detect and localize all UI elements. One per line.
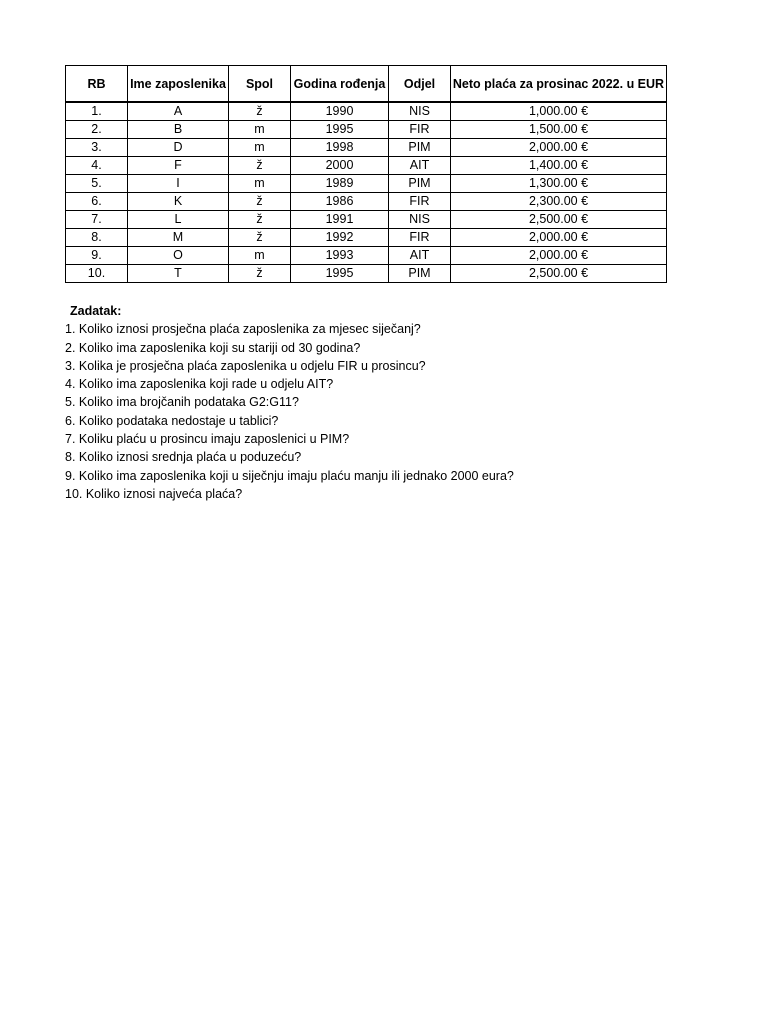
cell-odjel: NIS [389,102,451,121]
table-row [66,157,667,175]
cell-neto: 2,500.00 € [451,265,667,283]
cell-godina: 1998 [291,139,389,157]
task-list [65,320,514,503]
cell-neto: 2,300.00 € [451,193,667,211]
cell-godina: 2000 [291,157,389,175]
table-row [66,193,667,211]
cell-ime: L [128,211,229,229]
task-item: 2. Koliko ima zaposlenika koji su stariji od 30 godina? [65,340,361,355]
header-spol: Spol [229,66,291,103]
header-neto-placa: Neto plaća za prosinac 2022. u EUR [451,66,667,103]
cell-rb: 10. [66,265,128,283]
table-row [66,247,667,265]
cell-godina: 1992 [291,229,389,247]
cell-odjel: NIS [389,211,451,229]
table-row [66,265,667,283]
cell-godina: 1991 [291,211,389,229]
cell-ime: O [128,247,229,265]
task-title: Zadatak: [70,304,122,318]
cell-rb: 1. [66,102,128,121]
cell-ime: I [128,175,229,193]
cell-godina: 1986 [291,193,389,211]
cell-rb: 4. [66,157,128,175]
cell-spol: m [229,247,291,265]
table-row [66,211,667,229]
cell-odjel: AIT [389,157,451,175]
table-row [66,175,667,193]
employee-table [65,65,667,283]
cell-godina: 1990 [291,102,389,121]
cell-ime: K [128,193,229,211]
cell-ime: D [128,139,229,157]
table-row [66,229,667,247]
cell-spol: m [229,175,291,193]
table-body [66,102,667,283]
cell-spol: ž [229,265,291,283]
task-item: 4. Koliko ima zaposlenika koji rade u odjelu AIT? [65,377,334,392]
cell-rb: 5. [66,175,128,193]
table-row [66,121,667,139]
cell-rb: 3. [66,139,128,157]
cell-ime: B [128,121,229,139]
cell-rb: 9. [66,247,128,265]
header-godina-rodenja: Godina rođenja [291,66,389,103]
cell-odjel: FIR [389,229,451,247]
cell-neto: 2,000.00 € [451,229,667,247]
cell-ime: F [128,157,229,175]
task-item: 6. Koliko podataka nedostaje u tablici? [65,413,279,428]
cell-spol: ž [229,102,291,121]
cell-godina: 1995 [291,265,389,283]
task-item: 10. Koliko iznosi najveća plaća? [65,486,243,501]
cell-godina: 1989 [291,175,389,193]
cell-odjel: PIM [389,265,451,283]
task-item: 5. Koliko ima brojčanih podataka G2:G11? [65,395,299,410]
header-rb: RB [66,66,128,103]
cell-spol: m [229,121,291,139]
cell-spol: ž [229,229,291,247]
task-item: 8. Koliko iznosi srednja plaća u poduzeću? [65,450,302,465]
task-item: 7. Koliku plaću u prosincu imaju zaposlenici u PIM? [65,432,350,447]
cell-spol: m [229,139,291,157]
cell-ime: A [128,102,229,121]
table-header [66,66,667,103]
header-ime-zaposlenika: Ime zaposlenika [128,66,229,103]
cell-spol: ž [229,211,291,229]
cell-odjel: PIM [389,175,451,193]
task-item: 9. Koliko ima zaposlenika koji u siječnju imaju plaću manju ili jednako 2000 eura? [65,468,514,483]
header-row [66,66,667,103]
cell-odjel: PIM [389,139,451,157]
cell-spol: ž [229,193,291,211]
cell-neto: 2,500.00 € [451,211,667,229]
cell-odjel: FIR [389,193,451,211]
cell-neto: 1,500.00 € [451,121,667,139]
cell-rb: 7. [66,211,128,229]
cell-rb: 8. [66,229,128,247]
task-item: 1. Koliko iznosi prosječna plaća zaposlenika za mjesec siječanj? [65,322,421,337]
table-row [66,139,667,157]
cell-godina: 1993 [291,247,389,265]
header-odjel: Odjel [389,66,451,103]
cell-neto: 1,000.00 € [451,102,667,121]
cell-neto: 2,000.00 € [451,139,667,157]
task-section [65,302,514,503]
cell-rb: 6. [66,193,128,211]
cell-rb: 2. [66,121,128,139]
cell-odjel: FIR [389,121,451,139]
cell-ime: T [128,265,229,283]
task-item: 3. Kolika je prosječna plaća zaposlenika u odjelu FIR u prosincu? [65,358,426,373]
cell-neto: 1,400.00 € [451,157,667,175]
cell-ime: M [128,229,229,247]
cell-neto: 1,300.00 € [451,175,667,193]
cell-spol: ž [229,157,291,175]
cell-godina: 1995 [291,121,389,139]
table-row [66,102,667,121]
cell-odjel: AIT [389,247,451,265]
cell-neto: 2,000.00 € [451,247,667,265]
